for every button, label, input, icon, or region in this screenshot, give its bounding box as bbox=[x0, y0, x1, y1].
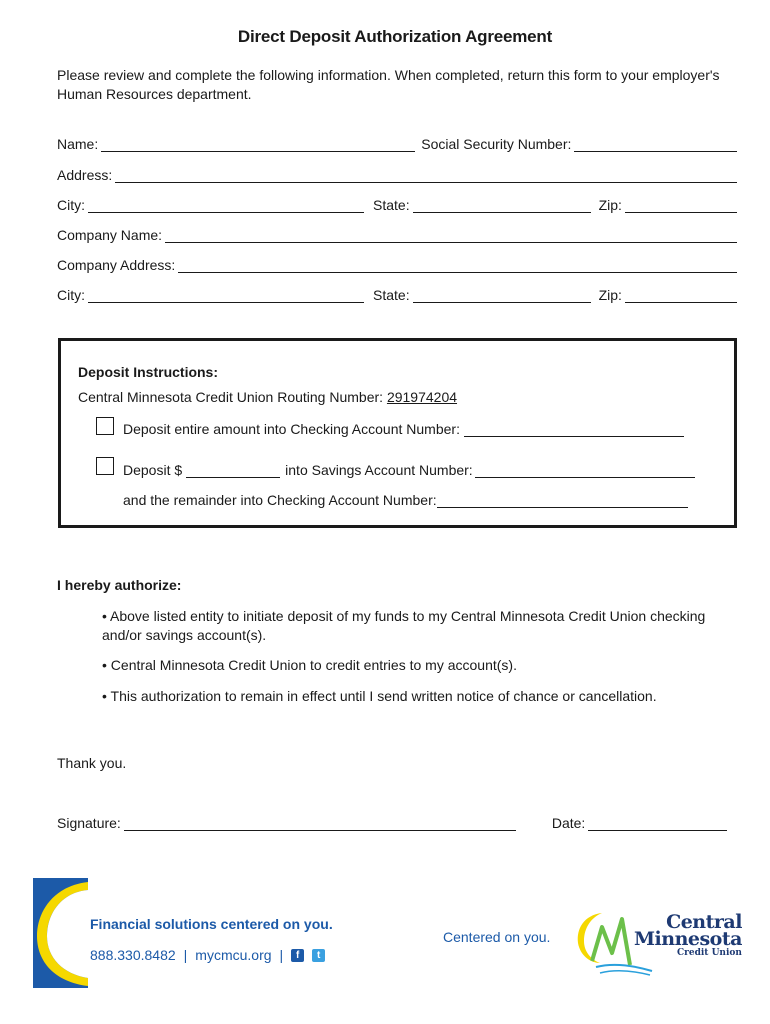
savings-account-field[interactable] bbox=[475, 463, 695, 478]
address-label: Address: bbox=[57, 167, 113, 183]
authorize-bullet-2: • Central Minnesota Credit Union to credit entries to my account(s). bbox=[102, 657, 517, 673]
checking-only-row bbox=[123, 419, 684, 437]
deposit-amount-field[interactable] bbox=[186, 463, 280, 478]
deposit-heading: Deposit Instructions: bbox=[78, 364, 219, 380]
authorize-bullet-3: • This authorization to remain in effect until I send written notice of chance or cancellation. bbox=[102, 688, 657, 704]
ssn-field[interactable] bbox=[574, 137, 737, 152]
state-label: State: bbox=[373, 197, 410, 213]
signature-row bbox=[57, 811, 727, 831]
company-zip-label: Zip: bbox=[598, 287, 622, 303]
zip-label: Zip: bbox=[598, 197, 622, 213]
routing-label: Central Minnesota Credit Union Routing Number: bbox=[78, 389, 387, 405]
separator: | bbox=[279, 947, 284, 963]
company-address-row bbox=[57, 253, 737, 273]
authorize-heading: I hereby authorize: bbox=[57, 577, 182, 593]
footer-contact bbox=[90, 947, 325, 963]
checking-only-label: Deposit entire amount into Checking Account Number: bbox=[123, 421, 460, 437]
company-zip-field[interactable] bbox=[625, 288, 737, 303]
split-deposit-checkbox[interactable] bbox=[96, 457, 114, 475]
authorize-bullet-1: • Above listed entity to initiate deposit of my funds to my Central Minnesota Credit Union checking and/or savings account(s). bbox=[102, 608, 706, 643]
routing-number: 291974204 bbox=[386, 389, 458, 405]
company-city-row bbox=[57, 283, 737, 303]
company-name-field[interactable] bbox=[165, 228, 737, 243]
state-field[interactable] bbox=[413, 198, 591, 213]
city-row bbox=[57, 193, 737, 213]
remainder-label: and the remainder into Checking Account Number: bbox=[123, 492, 437, 508]
routing-line bbox=[78, 389, 457, 405]
logo-line-1: Central bbox=[666, 911, 742, 933]
company-name-label: Company Name: bbox=[57, 227, 163, 243]
city-label: City: bbox=[57, 197, 85, 213]
page-title: Direct Deposit Authorization Agreement bbox=[237, 27, 553, 46]
intro-text: Please review and complete the following information. When completed, return this form to your employer's Human Resources department. bbox=[57, 67, 720, 102]
checking-only-checkbox[interactable] bbox=[96, 417, 114, 435]
thank-you-text: Thank you. bbox=[57, 755, 127, 771]
company-state-field[interactable] bbox=[413, 288, 591, 303]
signature-label: Signature: bbox=[57, 815, 121, 831]
separator: | bbox=[183, 947, 188, 963]
date-field[interactable] bbox=[588, 816, 727, 831]
ssn-label: Social Security Number: bbox=[421, 136, 572, 152]
cmcu-logo-text bbox=[634, 911, 742, 958]
company-state-label: State: bbox=[373, 287, 410, 303]
remainder-checking-field[interactable] bbox=[437, 493, 688, 508]
company-address-field[interactable] bbox=[178, 258, 737, 273]
facebook-icon[interactable]: f bbox=[291, 949, 304, 962]
phone-number[interactable]: 888.330.8482 bbox=[90, 947, 176, 963]
city-field[interactable] bbox=[88, 198, 364, 213]
name-row bbox=[57, 132, 737, 152]
deposit-amount-label: Deposit $ bbox=[123, 462, 183, 478]
name-field[interactable] bbox=[101, 137, 415, 152]
company-address-label: Company Address: bbox=[57, 257, 176, 273]
name-label: Name: bbox=[57, 136, 99, 152]
company-name-row bbox=[57, 223, 737, 243]
website-link[interactable]: mycmcu.org bbox=[195, 947, 272, 963]
zip-field[interactable] bbox=[625, 198, 737, 213]
signature-field[interactable] bbox=[124, 816, 516, 831]
company-city-label: City: bbox=[57, 287, 85, 303]
twitter-icon[interactable]: t bbox=[312, 949, 325, 962]
footer-slogan: Centered on you. bbox=[443, 929, 551, 945]
checking-account-field[interactable] bbox=[464, 422, 684, 437]
address-row bbox=[57, 163, 737, 183]
remainder-row bbox=[123, 490, 688, 508]
footer-tagline: Financial solutions centered on you. bbox=[90, 916, 333, 932]
logo-line-2: Minnesota bbox=[634, 928, 742, 950]
deposit-instructions-box bbox=[58, 338, 737, 528]
split-deposit-row bbox=[123, 460, 695, 478]
address-field[interactable] bbox=[115, 168, 737, 183]
company-city-field[interactable] bbox=[88, 288, 364, 303]
date-label: Date: bbox=[551, 815, 586, 831]
logo-line-3: Credit Union bbox=[676, 948, 742, 958]
savings-account-label: into Savings Account Number: bbox=[285, 462, 473, 478]
moon-graphic-icon bbox=[33, 878, 88, 988]
